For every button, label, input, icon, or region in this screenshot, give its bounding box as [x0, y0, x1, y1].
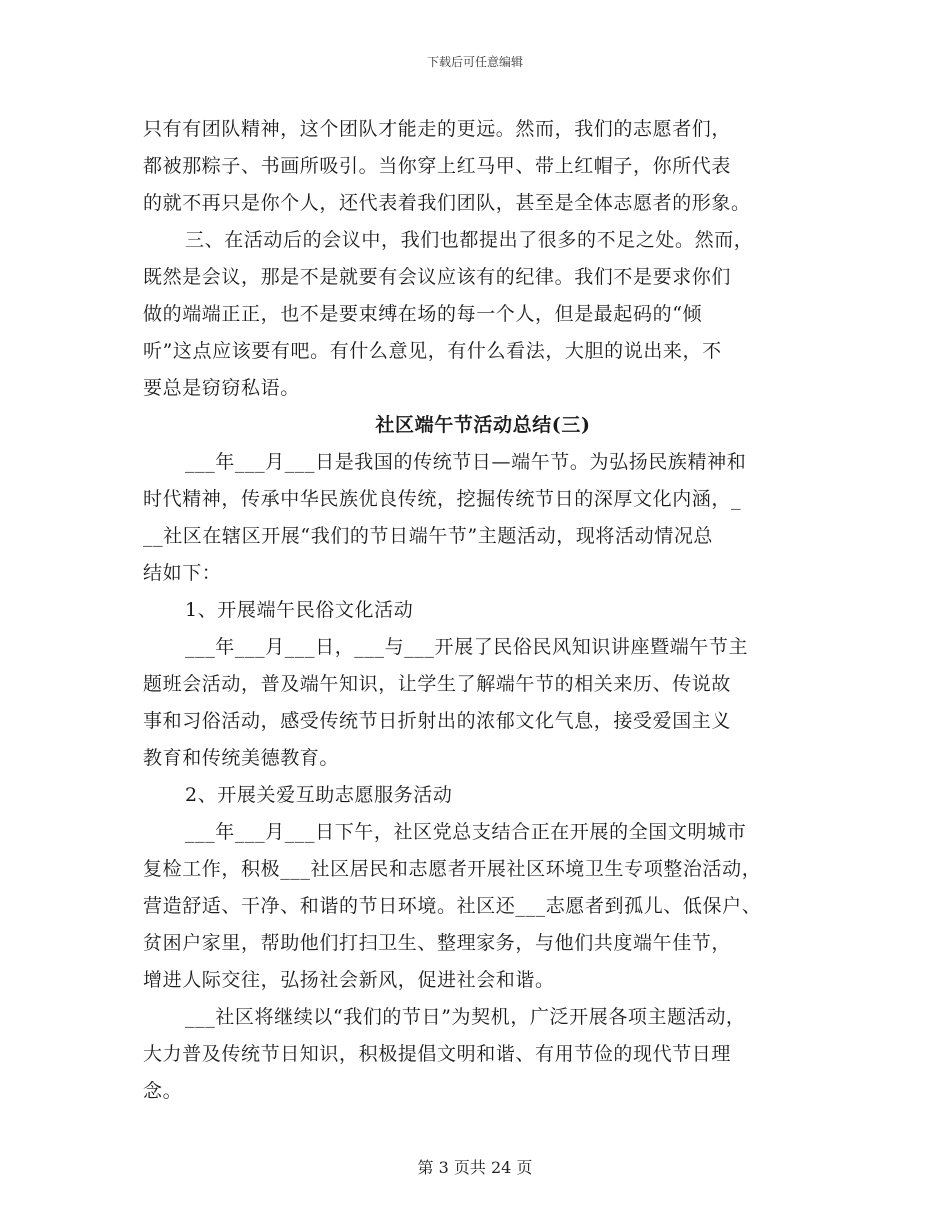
text-line: 的就不再只是你个人，还代表着我们团队，甚至是全体志愿者的形象。: [143, 192, 751, 214]
text-line: 念。: [143, 1080, 183, 1102]
text-line: 三、在活动后的会议中，我们也都提出了很多的不足之处。然而，: [185, 229, 754, 251]
text-line: ___社区将继续以“我们的节日”为契机，广泛开展各项主题活动，: [185, 1006, 746, 1028]
text-line: 题班会活动，普及端午知识，让学生了解端午节的相关来历、传说故: [143, 673, 732, 695]
text-line: 教育和传统美德教育。: [143, 747, 340, 769]
text-line: 事和习俗活动，感受传统节日折射出的浓郁文化气息，接受爱国主义: [143, 710, 732, 732]
text-line: 听”这点应该要有吧。有什么意见，有什么看法，大胆的说出来，不: [143, 340, 722, 362]
section-title: 社区端午节活动总结(三): [375, 414, 591, 436]
text-line: 做的端端正正，也不是要束缚在场的每一个人，但是最起码的“倾: [143, 303, 703, 325]
text-line: __社区在辖区开展“我们的节日端午节”主题活动，现将活动情况总: [143, 525, 714, 547]
text-line: ___年___月___日，___与___开展了民俗民风知识讲座暨端午节主: [185, 636, 749, 658]
text-line: 都被那粽子、书画所吸引。当你穿上红马甲、带上红帽子，你所代表: [143, 155, 732, 177]
text-line: 2、开展关爱互助志愿服务活动: [185, 784, 453, 806]
text-line: ___年___月___日下午，社区党总支结合正在开展的全国文明城市: [185, 821, 747, 843]
page-number-footer: 第 3 页共 24 页: [417, 1158, 533, 1177]
text-line: 增进人际交往，弘扬社会新风，促进社会和谐。: [143, 969, 555, 991]
document-body: [143, 111, 823, 1110]
text-line: ___年___月___日是我国的传统节日—端午节。为弘扬民族精神和: [185, 451, 747, 473]
text-line: 复检工作，积极___社区居民和志愿者开展社区环境卫生专项整治活动，: [143, 858, 762, 880]
text-line: 时代精神，传承中华民族优良传统，挖掘传统节日的深厚文化内涵，_: [143, 488, 742, 510]
text-line: 贫困户家里，帮助他们打扫卫生、整理家务，与他们共度端午佳节，: [143, 932, 732, 954]
text-line: 大力普及传统节日知识，积极提倡文明和谐、有用节俭的现代节日理: [143, 1043, 732, 1065]
text-line: 结如下：: [143, 562, 222, 584]
page-header: 下载后可任意编辑: [426, 55, 523, 69]
text-line: 营造舒适、干净、和谐的节日环境。社区还___志愿者到孤儿、低保户、: [143, 895, 762, 917]
text-line: 只有有团队精神，这个团队才能走的更远。然而，我们的志愿者们，: [143, 118, 732, 140]
text-line: 要总是窃窃私语。: [143, 377, 300, 399]
text-line: 既然是会议，那是不是就要有会议应该有的纪律。我们不是要求你们: [143, 266, 732, 288]
text-line: 1、开展端午民俗文化活动: [185, 599, 414, 621]
